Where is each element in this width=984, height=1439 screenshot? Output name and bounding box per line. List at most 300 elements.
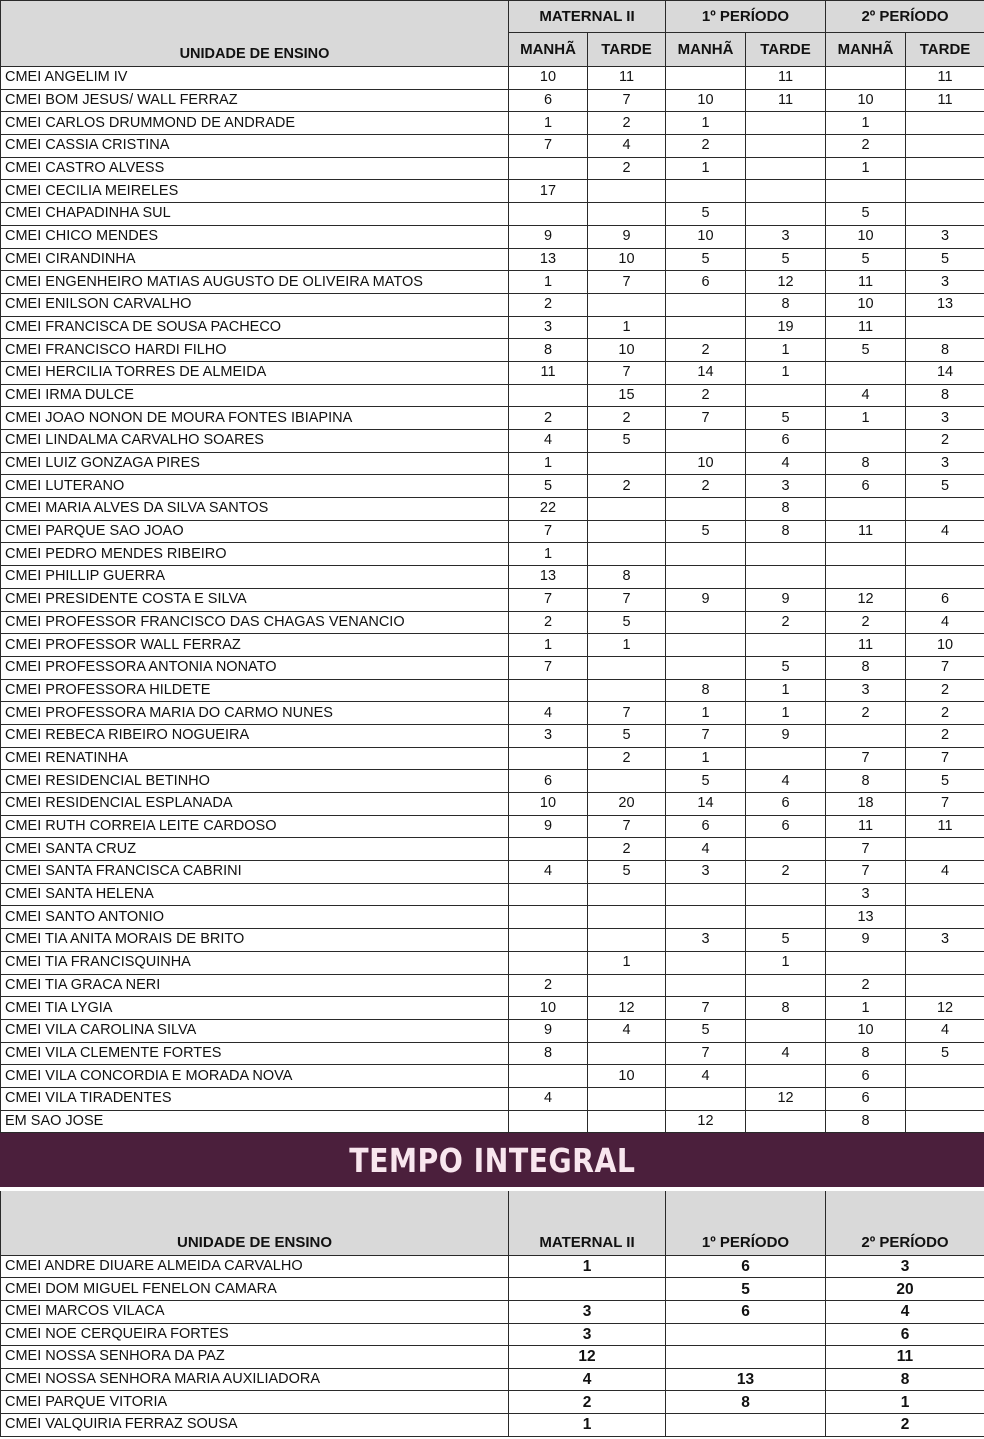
vacancy-count-cell: 22 <box>509 498 588 521</box>
table-row <box>1 702 984 725</box>
vacancy-count-cell: 11 <box>826 815 906 838</box>
school-name-cell: CMEI SANTA CRUZ <box>1 838 509 861</box>
vacancy-count-cell <box>666 67 746 90</box>
vacancy-count-cell: 9 <box>509 1019 588 1042</box>
vacancy-count-cell: 13 <box>666 1368 826 1391</box>
vacancy-count-cell: 4 <box>509 702 588 725</box>
vacancy-count-cell <box>509 951 588 974</box>
vacancy-count-cell: 2 <box>666 384 746 407</box>
vacancy-count-cell: 5 <box>746 407 826 430</box>
vacancy-count-cell <box>509 906 588 929</box>
vacancy-count-cell <box>588 293 666 316</box>
vacancy-count-cell: 1 <box>509 452 588 475</box>
vacancy-count-cell <box>666 883 746 906</box>
vacancy-count-cell: 20 <box>588 793 666 816</box>
vacancy-count-cell: 2 <box>826 611 906 634</box>
vacancy-count-cell <box>666 316 746 339</box>
vacancy-count-cell: 8 <box>746 293 826 316</box>
vacancy-count-cell: 2 <box>906 430 984 453</box>
vacancy-count-cell: 7 <box>588 588 666 611</box>
vacancy-count-cell: 14 <box>666 361 746 384</box>
vacancy-count-cell: 5 <box>746 929 826 952</box>
vacancy-count-cell <box>588 679 666 702</box>
integral-header-2-periodo: 2º PERÍODO <box>826 1191 984 1255</box>
vacancy-count-cell <box>666 498 746 521</box>
vacancy-count-cell: 8 <box>746 997 826 1020</box>
vacancy-count-cell: 3 <box>826 883 906 906</box>
vacancy-count-cell <box>906 1087 984 1110</box>
vacancy-count-cell <box>746 157 826 180</box>
integral-header-1-periodo: 1º PERÍODO <box>666 1191 826 1255</box>
vacancy-count-cell: 8 <box>906 339 984 362</box>
vacancy-count-cell <box>746 112 826 135</box>
school-name-cell: CMEI NOSSA SENHORA MARIA AUXILIADORA <box>1 1368 509 1391</box>
vacancy-count-cell <box>906 112 984 135</box>
table-row <box>1 180 984 203</box>
school-name-cell: CMEI PARQUE VITORIA <box>1 1391 509 1414</box>
school-name-cell: CMEI VALQUIRIA FERRAZ SOUSA <box>1 1413 509 1436</box>
vacancy-count-cell: 1 <box>826 157 906 180</box>
school-name-cell: CMEI IRMA DULCE <box>1 384 509 407</box>
vacancy-count-cell: 1 <box>746 679 826 702</box>
vacancy-count-cell <box>588 180 666 203</box>
vacancy-count-cell: 12 <box>746 271 826 294</box>
vacancy-count-cell: 13 <box>826 906 906 929</box>
header-1p-manha: MANHÃ <box>666 33 746 67</box>
vacancy-count-cell: 1 <box>666 702 746 725</box>
vacancy-count-cell: 4 <box>746 770 826 793</box>
vacancy-count-cell: 6 <box>666 1301 826 1324</box>
vacancy-count-cell: 3 <box>906 407 984 430</box>
vacancy-count-cell <box>666 906 746 929</box>
vacancy-count-cell: 4 <box>509 1368 666 1391</box>
vacancy-count-cell: 8 <box>746 498 826 521</box>
school-name-cell: CMEI LUTERANO <box>1 475 509 498</box>
vacancy-count-cell: 3 <box>509 1323 666 1346</box>
header-2p-tarde: TARDE <box>906 33 984 67</box>
vacancy-count-cell: 9 <box>666 588 746 611</box>
table-row <box>1 293 984 316</box>
table-row <box>1 316 984 339</box>
vacancy-count-cell <box>746 384 826 407</box>
table-row <box>1 1278 984 1301</box>
school-name-cell: CMEI TIA LYGIA <box>1 997 509 1020</box>
vacancy-count-cell <box>906 1065 984 1088</box>
vacancy-count-cell <box>746 747 826 770</box>
header-maternal-ii: MATERNAL II <box>509 1 666 33</box>
vacancy-count-cell: 11 <box>826 271 906 294</box>
table-row <box>1 747 984 770</box>
school-name-cell: CMEI FRANCISCO HARDI FILHO <box>1 339 509 362</box>
vacancy-count-cell: 5 <box>826 203 906 226</box>
vacancy-count-cell: 3 <box>826 1255 984 1278</box>
table-row <box>1 611 984 634</box>
school-name-cell: CMEI RESIDENCIAL ESPLANADA <box>1 793 509 816</box>
vacancy-count-cell: 1 <box>826 112 906 135</box>
vacancy-count-cell <box>509 883 588 906</box>
vacancy-count-cell <box>509 203 588 226</box>
school-name-cell: CMEI NOE CERQUEIRA FORTES <box>1 1323 509 1346</box>
vacancy-count-cell <box>509 1065 588 1088</box>
table-row <box>1 1391 984 1414</box>
vacancy-count-cell: 5 <box>588 724 666 747</box>
table-row <box>1 543 984 566</box>
vacancy-count-cell: 1 <box>509 1255 666 1278</box>
table-row <box>1 248 984 271</box>
table-row <box>1 1413 984 1436</box>
vacancy-count-cell: 5 <box>746 656 826 679</box>
vacancy-count-cell: 5 <box>906 1042 984 1065</box>
vacancy-count-cell: 2 <box>509 611 588 634</box>
vacancy-count-cell: 8 <box>509 1042 588 1065</box>
school-name-cell: CMEI BOM JESUS/ WALL FERRAZ <box>1 89 509 112</box>
vacancy-count-cell <box>666 1346 826 1369</box>
vacancy-count-cell: 1 <box>666 112 746 135</box>
vacancy-count-cell: 10 <box>509 997 588 1020</box>
vacancy-count-cell <box>666 1087 746 1110</box>
vacancy-count-cell: 2 <box>666 135 746 158</box>
vacancy-count-cell: 12 <box>826 588 906 611</box>
vacancy-count-cell: 4 <box>826 1301 984 1324</box>
vacancy-count-cell <box>746 974 826 997</box>
table-row <box>1 339 984 362</box>
vacancy-count-cell: 10 <box>666 452 746 475</box>
table-row <box>1 475 984 498</box>
vacancy-count-cell: 8 <box>826 656 906 679</box>
vacancy-count-cell: 2 <box>666 475 746 498</box>
vacancy-count-cell <box>509 384 588 407</box>
vacancy-count-cell <box>666 1323 826 1346</box>
vacancy-count-cell: 3 <box>746 475 826 498</box>
vacancy-count-cell: 15 <box>588 384 666 407</box>
vacancy-count-cell: 9 <box>588 225 666 248</box>
vacancy-count-cell: 5 <box>666 1019 746 1042</box>
school-name-cell: CMEI PROFESSORA ANTONIA NONATO <box>1 656 509 679</box>
vacancy-count-cell <box>746 838 826 861</box>
vacancy-count-cell <box>509 157 588 180</box>
vacancy-count-cell: 9 <box>826 929 906 952</box>
vacancy-count-cell: 7 <box>906 656 984 679</box>
vacancy-count-cell: 3 <box>509 316 588 339</box>
vacancy-count-cell: 4 <box>906 1019 984 1042</box>
table-row <box>1 793 984 816</box>
vacancy-count-cell: 1 <box>588 634 666 657</box>
vacancy-count-cell <box>509 929 588 952</box>
vacancy-count-cell: 5 <box>666 1278 826 1301</box>
vacancy-count-cell: 7 <box>666 407 746 430</box>
vacancy-count-cell: 1 <box>746 361 826 384</box>
vacancy-count-cell: 10 <box>826 1019 906 1042</box>
vacancy-count-cell: 7 <box>906 747 984 770</box>
vacancy-count-cell <box>666 1413 826 1436</box>
vacancy-count-cell: 7 <box>826 747 906 770</box>
vacancy-count-cell: 10 <box>666 225 746 248</box>
vacancy-count-cell: 6 <box>826 1323 984 1346</box>
school-name-cell: CMEI CHAPADINHA SUL <box>1 203 509 226</box>
vacancy-count-cell <box>746 1065 826 1088</box>
vacancy-count-cell: 1 <box>666 747 746 770</box>
table-row <box>1 135 984 158</box>
vacancy-count-cell: 1 <box>826 1391 984 1414</box>
table-row <box>1 1323 984 1346</box>
vacancy-count-cell <box>906 1110 984 1133</box>
vacancy-count-cell: 13 <box>509 248 588 271</box>
vacancy-count-cell: 7 <box>509 520 588 543</box>
vacancy-count-cell <box>906 157 984 180</box>
vacancy-count-cell: 2 <box>826 702 906 725</box>
vacancy-count-cell <box>746 180 826 203</box>
vacancy-count-cell: 1 <box>746 951 826 974</box>
vacancy-count-cell: 7 <box>666 997 746 1020</box>
school-name-cell: CMEI DOM MIGUEL FENELON CAMARA <box>1 1278 509 1301</box>
vacancy-count-cell: 11 <box>746 89 826 112</box>
vacancy-count-cell: 2 <box>906 679 984 702</box>
vacancy-count-cell: 1 <box>509 634 588 657</box>
table-row <box>1 566 984 589</box>
vacancy-count-cell: 5 <box>906 770 984 793</box>
vacancy-count-cell: 5 <box>906 475 984 498</box>
integral-header-unidade-de-ensino: UNIDADE DE ENSINO <box>1 1191 509 1255</box>
vacancy-count-cell: 6 <box>746 815 826 838</box>
vacancy-count-cell: 5 <box>666 248 746 271</box>
vacancy-count-cell: 10 <box>588 248 666 271</box>
vacancy-count-cell: 19 <box>746 316 826 339</box>
header-unidade-de-ensino: UNIDADE DE ENSINO <box>1 1 509 67</box>
school-name-cell: CMEI RESIDENCIAL BETINHO <box>1 770 509 793</box>
vacancy-count-cell: 2 <box>906 702 984 725</box>
vacancy-count-cell: 1 <box>588 316 666 339</box>
header-2p-manha: MANHÃ <box>826 33 906 67</box>
vacancy-count-cell: 6 <box>666 271 746 294</box>
vacancy-count-cell: 2 <box>509 1391 666 1414</box>
vacancy-count-cell: 7 <box>588 89 666 112</box>
table-row <box>1 929 984 952</box>
vacancy-count-cell: 10 <box>826 293 906 316</box>
vacancy-count-cell <box>509 1278 666 1301</box>
school-name-cell: CMEI VILA TIRADENTES <box>1 1087 509 1110</box>
vacancy-count-cell: 12 <box>509 1346 666 1369</box>
vacancy-count-cell: 2 <box>588 747 666 770</box>
school-name-cell: CMEI ANGELIM IV <box>1 67 509 90</box>
vacancy-count-cell: 1 <box>666 157 746 180</box>
vacancy-count-cell: 3 <box>666 861 746 884</box>
tempo-integral-banner <box>0 1133 984 1187</box>
vacancy-count-cell <box>826 361 906 384</box>
table-row <box>1 770 984 793</box>
vacancy-count-cell: 1 <box>746 702 826 725</box>
vacancy-count-cell <box>746 634 826 657</box>
vacancy-count-cell <box>588 452 666 475</box>
vacancy-count-cell: 11 <box>826 316 906 339</box>
table-row <box>1 1019 984 1042</box>
vacancy-count-cell: 4 <box>588 1019 666 1042</box>
vacancy-count-cell: 2 <box>588 475 666 498</box>
table-row <box>1 906 984 929</box>
vacancy-count-cell <box>746 1019 826 1042</box>
vacancy-count-cell: 1 <box>509 1413 666 1436</box>
vacancy-count-cell: 7 <box>509 656 588 679</box>
header-maternal-manha: MANHÃ <box>509 33 588 67</box>
vacancy-count-cell: 5 <box>588 611 666 634</box>
table-row <box>1 271 984 294</box>
vacancy-count-cell: 18 <box>826 793 906 816</box>
vacancy-count-cell: 8 <box>826 1042 906 1065</box>
tempo-integral-title: TEMPO INTEGRAL <box>348 1140 636 1180</box>
header-1-periodo: 1º PERÍODO <box>666 1 826 33</box>
table-row <box>1 225 984 248</box>
vacancy-count-cell: 7 <box>666 724 746 747</box>
vacancy-count-cell: 8 <box>826 452 906 475</box>
vacancy-count-cell <box>906 543 984 566</box>
vacancy-count-cell: 1 <box>826 407 906 430</box>
vacancy-count-cell: 8 <box>666 679 746 702</box>
vacancy-count-cell <box>826 430 906 453</box>
vacancy-count-cell: 7 <box>588 271 666 294</box>
vacancy-count-cell: 2 <box>746 611 826 634</box>
vacancy-count-cell <box>509 838 588 861</box>
vacancy-count-cell: 3 <box>746 225 826 248</box>
header-1p-tarde: TARDE <box>746 33 826 67</box>
school-name-cell: CMEI CASSIA CRISTINA <box>1 135 509 158</box>
header-2-periodo: 2º PERÍODO <box>826 1 984 33</box>
vacancy-count-cell <box>666 293 746 316</box>
vacancy-count-cell: 11 <box>906 67 984 90</box>
school-name-cell: CMEI PROFESSORA MARIA DO CARMO NUNES <box>1 702 509 725</box>
vacancy-count-cell <box>588 656 666 679</box>
vacancy-count-cell <box>666 566 746 589</box>
vacancy-count-cell <box>746 203 826 226</box>
vacancy-count-cell <box>906 838 984 861</box>
table-row <box>1 997 984 1020</box>
school-name-cell: CMEI CARLOS DRUMMOND DE ANDRADE <box>1 112 509 135</box>
vacancy-count-cell <box>588 520 666 543</box>
vacancy-count-cell: 2 <box>509 293 588 316</box>
vacancy-count-cell: 6 <box>826 1087 906 1110</box>
school-name-cell: CMEI TIA ANITA MORAIS DE BRITO <box>1 929 509 952</box>
table-row <box>1 1065 984 1088</box>
vacancy-count-cell: 7 <box>826 838 906 861</box>
vacancy-count-cell <box>746 883 826 906</box>
vacancy-count-cell <box>746 543 826 566</box>
vacancy-count-cell: 2 <box>906 724 984 747</box>
vacancy-count-cell: 10 <box>509 793 588 816</box>
vacancy-count-cell: 7 <box>906 793 984 816</box>
vacancy-count-cell: 2 <box>509 974 588 997</box>
vacancy-count-cell: 2 <box>826 1413 984 1436</box>
vacancy-count-cell: 9 <box>746 588 826 611</box>
vacancy-count-cell: 2 <box>509 407 588 430</box>
vacancy-count-cell: 11 <box>746 67 826 90</box>
table-row <box>1 861 984 884</box>
vacancy-count-cell: 7 <box>588 815 666 838</box>
vacancy-count-cell: 5 <box>666 770 746 793</box>
vacancy-count-cell: 5 <box>826 248 906 271</box>
vacancy-count-cell: 2 <box>588 407 666 430</box>
school-name-cell: CMEI SANTO ANTONIO <box>1 906 509 929</box>
school-name-cell: CMEI HERCILIA TORRES DE ALMEIDA <box>1 361 509 384</box>
school-name-cell: CMEI LINDALMA CARVALHO SOARES <box>1 430 509 453</box>
vacancy-count-cell <box>666 180 746 203</box>
vacancy-count-cell: 10 <box>588 1065 666 1088</box>
vacancy-count-cell <box>588 203 666 226</box>
vacancy-count-cell: 8 <box>826 1368 984 1391</box>
vacancy-count-cell: 2 <box>666 339 746 362</box>
school-name-cell: CMEI TIA GRACA NERI <box>1 974 509 997</box>
vacancy-count-cell: 5 <box>666 520 746 543</box>
school-name-cell: CMEI PEDRO MENDES RIBEIRO <box>1 543 509 566</box>
vacancy-count-cell: 13 <box>509 566 588 589</box>
vacancy-count-cell: 11 <box>906 89 984 112</box>
school-name-cell: CMEI LUIZ GONZAGA PIRES <box>1 452 509 475</box>
school-name-cell: CMEI ENILSON CARVALHO <box>1 293 509 316</box>
vacancy-count-cell: 5 <box>746 248 826 271</box>
vacancy-count-cell: 2 <box>826 974 906 997</box>
table-row <box>1 452 984 475</box>
vacancy-count-cell: 3 <box>906 271 984 294</box>
vacancy-count-cell: 11 <box>906 815 984 838</box>
vacancy-count-cell <box>906 566 984 589</box>
vacancy-count-cell: 4 <box>746 452 826 475</box>
vacancy-count-cell: 20 <box>826 1278 984 1301</box>
vacancy-count-cell: 12 <box>666 1110 746 1133</box>
vacancy-count-cell: 6 <box>826 1065 906 1088</box>
table-row <box>1 1301 984 1324</box>
vacancy-count-cell: 6 <box>509 89 588 112</box>
vacancy-count-cell <box>826 724 906 747</box>
vacancy-count-cell <box>906 316 984 339</box>
vacancy-count-cell: 14 <box>666 793 746 816</box>
vacancy-count-cell <box>588 770 666 793</box>
vacancy-count-cell <box>826 543 906 566</box>
tempo-integral-table <box>0 1191 984 1436</box>
vacancy-count-cell: 5 <box>906 248 984 271</box>
school-name-cell: CMEI MARCOS VILACA <box>1 1301 509 1324</box>
vacancy-count-cell: 6 <box>509 770 588 793</box>
school-name-cell: CMEI FRANCISCA DE SOUSA PACHECO <box>1 316 509 339</box>
school-name-cell: CMEI JOAO NONON DE MOURA FONTES IBIAPINA <box>1 407 509 430</box>
vacancy-count-cell: 3 <box>509 1301 666 1324</box>
vacancy-count-cell: 10 <box>509 67 588 90</box>
vacancy-count-cell: 5 <box>666 203 746 226</box>
header-maternal-tarde: TARDE <box>588 33 666 67</box>
vacancy-count-cell: 4 <box>509 861 588 884</box>
vacancy-count-cell: 1 <box>826 997 906 1020</box>
vacancy-count-cell: 11 <box>509 361 588 384</box>
vacancy-count-cell: 7 <box>509 135 588 158</box>
vacancy-count-cell: 8 <box>509 339 588 362</box>
school-name-cell: CMEI SANTA FRANCISCA CABRINI <box>1 861 509 884</box>
vacancies-table-body <box>1 67 984 1133</box>
school-name-cell: CMEI PARQUE SAO JOAO <box>1 520 509 543</box>
table-row <box>1 724 984 747</box>
school-name-cell: CMEI VILA CAROLINA SILVA <box>1 1019 509 1042</box>
vacancy-count-cell <box>666 611 746 634</box>
table-row <box>1 815 984 838</box>
vacancy-count-cell <box>746 566 826 589</box>
vacancy-count-cell <box>588 883 666 906</box>
vacancy-count-cell: 8 <box>666 1391 826 1414</box>
vacancy-count-cell <box>588 906 666 929</box>
school-name-cell: CMEI CECILIA MEIRELES <box>1 180 509 203</box>
vacancy-count-cell: 6 <box>826 475 906 498</box>
vacancy-count-cell <box>666 634 746 657</box>
vacancy-count-cell: 2 <box>746 861 826 884</box>
table-row <box>1 430 984 453</box>
vacancy-count-cell: 3 <box>826 679 906 702</box>
vacancy-count-cell: 1 <box>746 339 826 362</box>
vacancy-count-cell: 5 <box>826 339 906 362</box>
vacancy-count-cell <box>826 498 906 521</box>
